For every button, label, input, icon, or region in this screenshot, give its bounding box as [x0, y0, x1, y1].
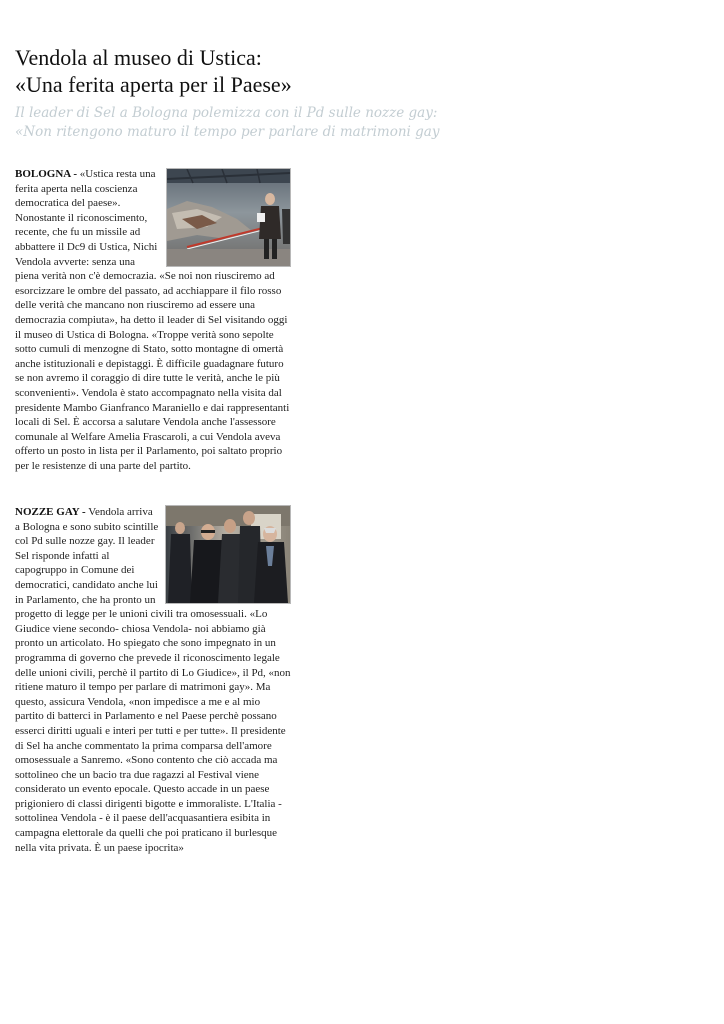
subheadline-line-1: Il leader di Sel a Bologna polemizza con il Pd sulle nozze gay:	[15, 105, 438, 121]
headline-line-1: Vendola al museo di Ustica:	[15, 45, 262, 70]
headline-line-2: «Una ferita aperta per il Paese»	[15, 72, 292, 97]
article-section-bologna	[15, 167, 291, 473]
headline	[15, 44, 435, 98]
subheadline	[15, 104, 475, 142]
article-2-body: Vendola arriva a Bologna e sono subito scintille col Pd sulle nozze gay. Il leader Sel risponde infatti al capogruppo in Comune dei democratici, candidato anche lui in Parlamento, che ha pronto un progetto di legge per le unioni civili tra omosessuali. «Lo Giudice viene secondo- chiosa Vendola- noi abbiamo già pronto un articolato. Ho spiegato che sono impegnato in un programma di governo che prevede il riconoscimento legale delle unioni civili, perchè il partito di Lo Giudice», il Pd, «non ritiene maturo il tempo per parlare di matrimoni gay». Ma questo, assicura Vendola, «non impedisce a me e al mio partito di batterci in Parlamento e nel Paese perchè possano esserci diritti uguali e interi per tutti e per tutte». Il presidente di Sel ha anche commentato la prima comparsa dell'amore omosessuale a Sanremo. «Sono contento che ciò accada ma sottolineo che un bacio tra due ragazzi al Festival viene considerato un evento epocale. Questo accade in un paese prigioniero di classi dirigenti bigotte e immoraliste. L'Italia - sottolinea Vendola - è il paese dell'acquasantiera esibita in campagna elettorale da quelli che poi praticano il burlesque nella vita privata. È un paese ipocrita»	[15, 506, 291, 854]
article-1-body: «Ustica resta una ferita aperta nella coscienza democratica del paese». Nonostante il riconoscimento, recente, che fu un missile ad abbattere il Dc9 di Ustica, Nichi Vendola avverte: senza una piena verità non c'è democrazia. «Se noi non riusciremo ad esorcizzare le ombre del passato, ad acchiappare il filo rosso delle verità che mancano non riusciremo ad essere una democrazia compiuta», ha detto il leader di Sel visitando oggi il museo di Ustica di Bologna. «Troppe verità sono sepolte sotto cumuli di menzogne di Stato, sotto montagne di omertà anche istituzionali e depistaggi. È difficile guadagnare futuro se non avremo il coraggio di dire tutte le verità, anche le più sconvenienti». Vendola è stato accompagnato nella visita dal presidente Mambo Gianfranco Maraniello e dai rappresentanti locali di Sel. È accorsa a salutare Vendola anche l'assessore comunale al Welfare Amelia Frascaroli, a cui Vendola aveva offerto un posto in lista per il Parlamento, poi saltato proprio per le resistenze di una parte del partito.	[15, 168, 290, 472]
article-1-lead: BOLOGNA -	[15, 168, 78, 180]
article-section-nozze-gay	[15, 505, 291, 855]
museum-visit-photo	[166, 168, 291, 267]
subheadline-line-2: «Non ritengono maturo il tempo per parlare di matrimoni gay	[15, 124, 440, 140]
article-2-lead: NOZZE GAY -	[15, 506, 86, 518]
vendola-group-photo	[165, 505, 291, 604]
